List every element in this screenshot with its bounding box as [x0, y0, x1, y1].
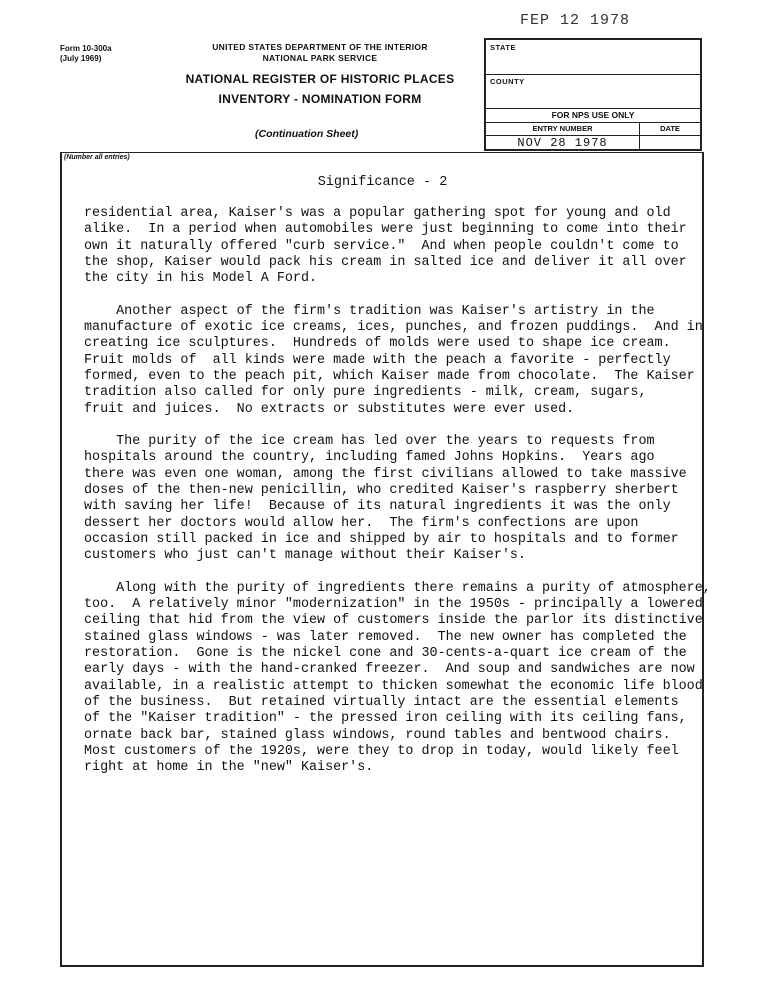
continuation-sheet-label: (Continuation Sheet) [255, 128, 359, 140]
form-date: (July 1969) [60, 54, 102, 63]
received-date-stamp: FEP 12 1978 [520, 12, 631, 29]
state-field[interactable] [486, 40, 700, 75]
form-number-block [60, 44, 112, 64]
entry-date-stamp: NOV 28 1978 [486, 136, 640, 151]
body-text [84, 206, 711, 793]
department-name: UNITED STATES DEPARTMENT OF THE INTERIOR [212, 42, 428, 52]
paragraph: residential area, Kaiser's was a popular gathering spot for young and old alike. In a period when automobiles were just beginning to come into their own it naturally offered "curb service." And when people couldn't come to the shop, Kaiser would pack his cream in salted ice and deliver it all over the city in his Model A Ford. [84, 206, 687, 287]
paragraph: Another aspect of the firm's tradition was Kaiser's artistry in the manufacture of exotic ice creams, ices, punches, and frozen puddings. And in creating ice sculptures. Hundreds of molds were used to shape ice cream. Fruit molds of all kinds were made with the peach a favorite - perfectly formed, even to the peach pit, which Kaiser made from chocolate. The Kaiser tradition also called for only pure ingredients - milk, cream, sugars, fruit and juices. No extracts or substitutes were ever used. [84, 303, 703, 417]
service-name: NATIONAL PARK SERVICE [262, 53, 378, 63]
form-header [155, 42, 485, 106]
section-heading: Significance - 2 [317, 175, 448, 190]
form-number: Form 10-300a [60, 44, 112, 53]
date-label: DATE [640, 123, 700, 136]
entry-number-label: ENTRY NUMBER [486, 123, 640, 136]
county-label: COUNTY [490, 77, 525, 86]
paragraph: The purity of the ice cream has led over the years to requests from hospitals around the country, including famed Johns Hopkins. Years ago there was even one woman, among the first civilians allowed to take massive doses of the then-new penicillin, who credited Kaiser's raspberry sherbert with saving her life! Because of its natural ingredients it was the only dessert her doctors would allow her. The firm's confections are upon occasion still packed in ice and shipped by air to hospitals and to former customers who just can't manage without their Kaiser's. [84, 434, 687, 564]
county-field[interactable] [486, 74, 700, 109]
paragraph: Along with the purity of ingredients there remains a purity of atmosphere, too. A relatively minor "modernization" in the 1950s - principally a lowered ceiling that hid from the view of customers inside the parlor its distinctive stained glass windows - was later removed. The new owner has completed the restoration. Gone is the nickel cone and 30-cents-a-quart ice cream of the early days - with the hand-cranked freezer. And soup and sandwiches are now available, in a realistic attempt to thicken somewhat the economic life blood of the business. But retained virtually intact are the essential elements of the "Kaiser tradition" - the pressed iron ceiling with its ceiling fans, ornate back bar, stained glass windows, round tables and bentwood chairs. Most customers of the 1920s, were they to drop in today, would likely feel right at home in the "new" Kaiser's. [84, 580, 711, 776]
state-label: STATE [490, 43, 516, 52]
form-title: NATIONAL REGISTER OF HISTORIC PLACES [185, 72, 455, 86]
form-subtitle: INVENTORY - NOMINATION FORM [218, 92, 422, 106]
number-entries-note: (Number all entries) [64, 154, 130, 161]
nps-use-only-label: FOR NPS USE ONLY [486, 108, 700, 123]
nps-use-box [484, 38, 702, 151]
